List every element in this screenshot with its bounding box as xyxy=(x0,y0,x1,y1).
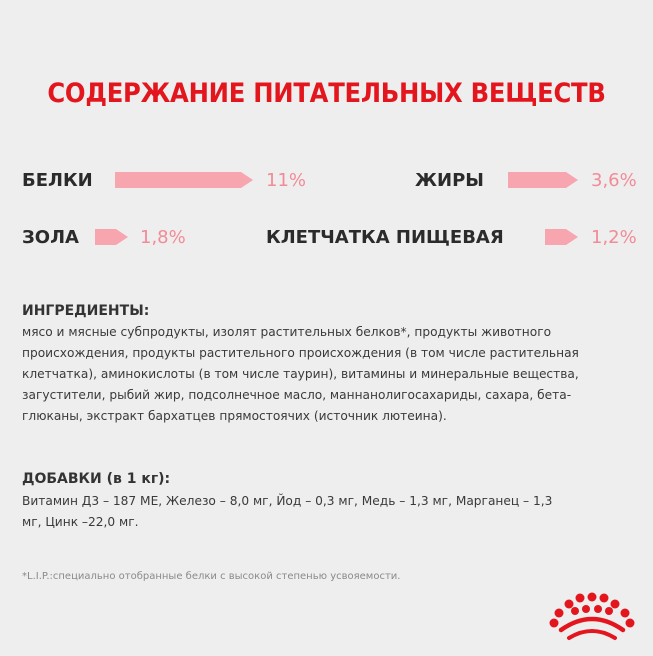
nutrient-bar-protein xyxy=(115,172,253,188)
page-title: СОДЕРЖАНИЕ ПИТАТЕЛЬНЫХ ВЕЩЕСТВ xyxy=(47,78,606,109)
ingredients-text: мясо и мясные субпродукты, изолят растительных белков*, продукты животного происхождения, продукты растительного происхождения (в том числе растительная клетчатка), аминокислоты (в том числе таурин), витамины и минеральные вещества, загустители, рыбий жир, подсолнечное масло, маннанолигосахариды, сахара, бета-глюканы, экстракт бархатцев прямостоячих (источник лютеина). xyxy=(22,325,579,423)
nutrient-value-fiber: 1,2% xyxy=(591,227,637,248)
footnote: *L.I.P.:специально отобранные белки с высокой степенью усвояемости. xyxy=(22,571,401,582)
nutrient-value-protein: 11% xyxy=(266,170,307,191)
nutrient-bar-ash xyxy=(95,229,128,245)
nutrient-label-ash: ЗОЛА xyxy=(22,227,79,248)
ingredients-heading: ИНГРЕДИЕНТЫ: xyxy=(22,303,150,319)
additives-text: Витамин Д3 – 187 МЕ, Железо – 8,0 мг, Йод – 0,3 мг, Медь – 1,3 мг, Марганец – 1,3 мг, Цинк –22,0 мг. xyxy=(22,494,553,529)
nutrient-label-protein: БЕЛКИ xyxy=(22,170,93,191)
additives-heading: ДОБАВКИ (в 1 кг): xyxy=(22,471,171,487)
nutrient-bar-fat xyxy=(508,172,578,188)
nutrient-bar-fiber xyxy=(545,229,578,245)
nutrient-value-ash: 1,8% xyxy=(140,227,186,248)
nutrient-value-fat: 3,6% xyxy=(591,170,637,191)
nutrient-label-fat: ЖИРЫ xyxy=(415,170,484,191)
royal-canin-crown-logo-icon xyxy=(545,590,635,646)
nutrient-label-fiber: КЛЕТЧАТКА ПИЩЕВАЯ xyxy=(266,227,504,248)
